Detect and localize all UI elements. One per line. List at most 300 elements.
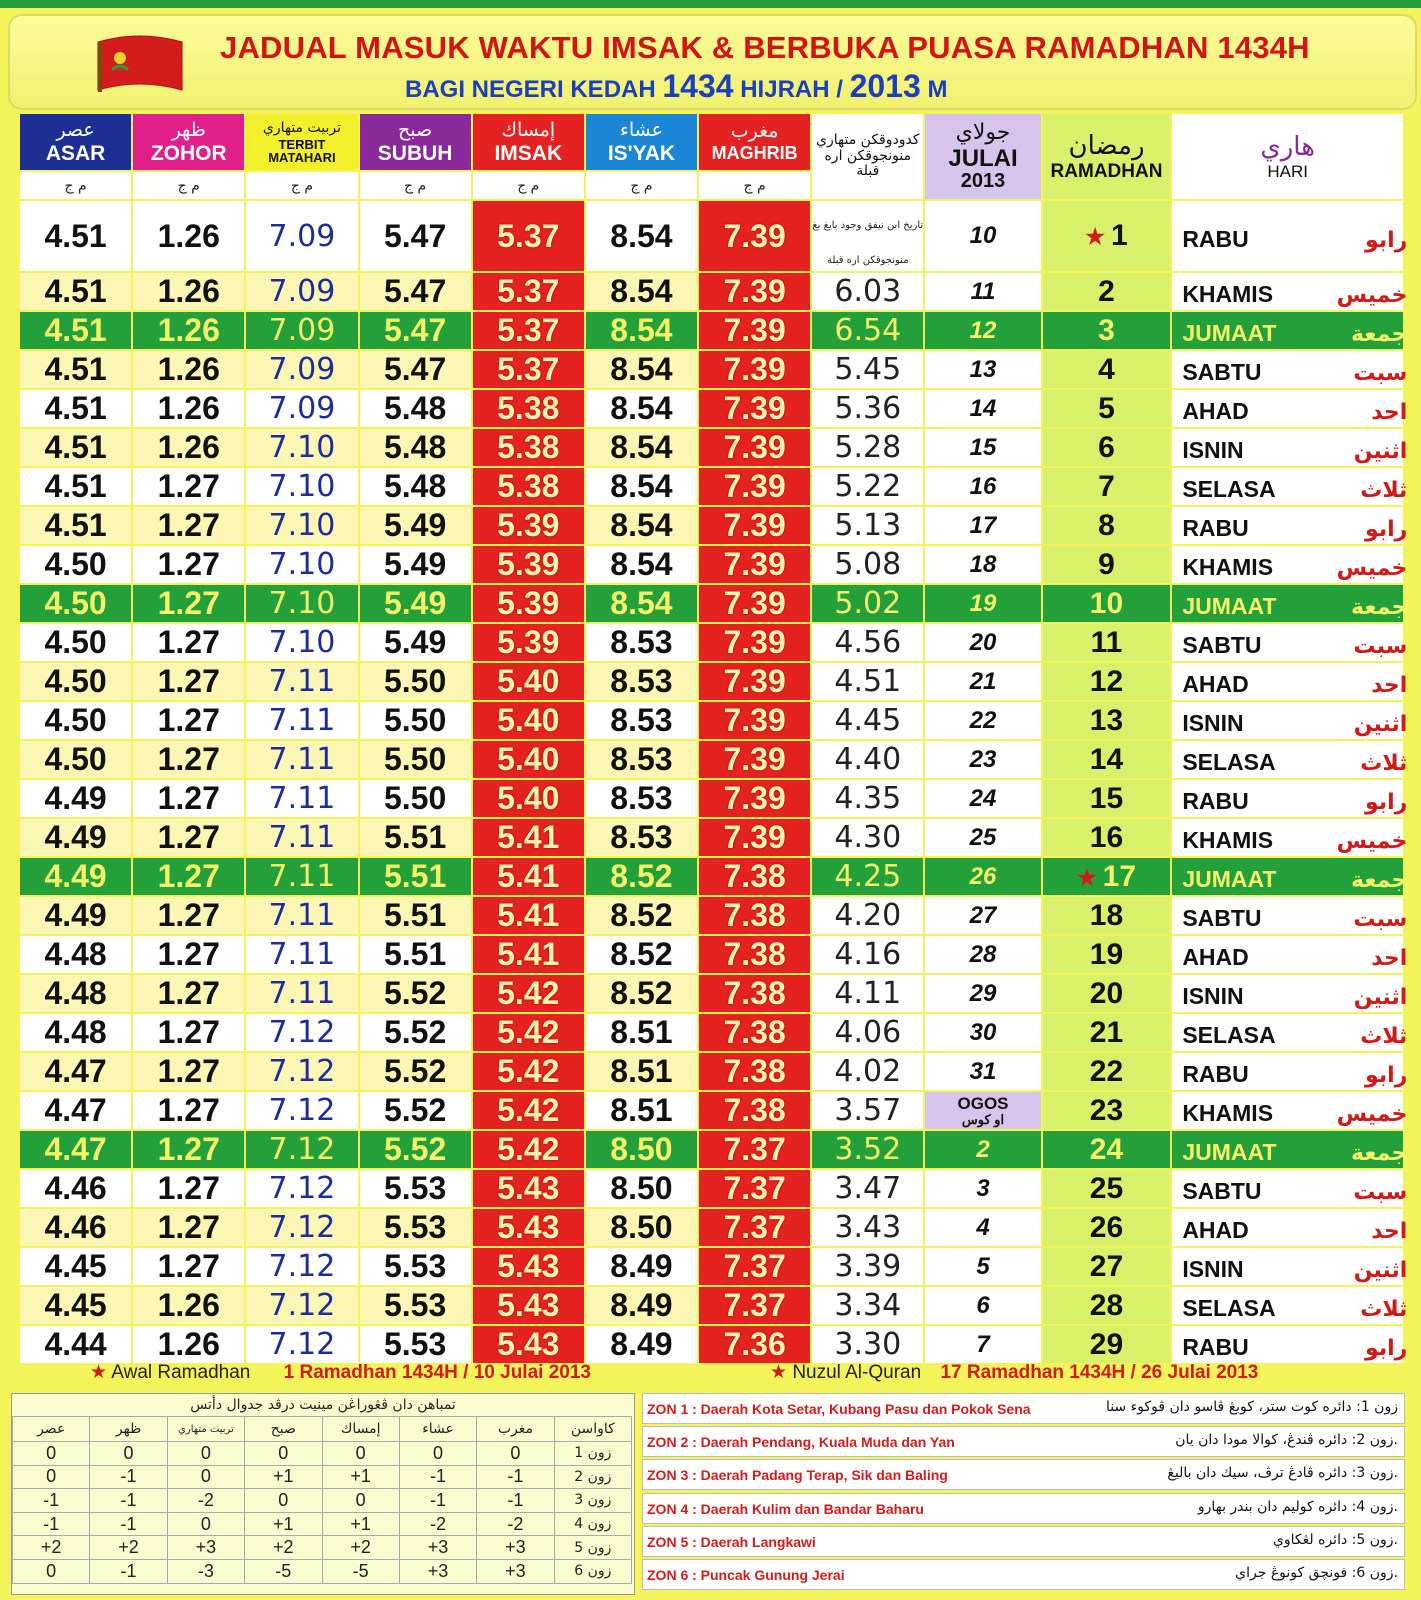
zone-item: [642, 1526, 1405, 1557]
cell-subuh: 5.48: [360, 390, 471, 427]
cell-isyak: 8.50: [586, 1131, 697, 1168]
cell-date-gregorian: 28: [925, 936, 1040, 973]
cell-date-ramadhan: [1043, 897, 1171, 934]
star-icon: ★: [1076, 864, 1097, 890]
cell-day-name: [1172, 1170, 1408, 1207]
zone-item: [642, 1493, 1405, 1524]
cell-date-ramadhan: [1043, 1326, 1171, 1363]
cell-isyak: 8.53: [586, 663, 697, 700]
cell-isyak: 8.49: [586, 1287, 697, 1324]
table-row: [20, 201, 1403, 271]
day-name-latin: KHAMIS: [1182, 1100, 1274, 1126]
cell-maghrib: 7.39: [699, 780, 810, 817]
table-row: [20, 1053, 1403, 1090]
cell-zohor: 1.27: [133, 975, 244, 1012]
cell-date-gregorian: [925, 1092, 1040, 1129]
kiblat-note: تاريخ ابن نيفق وجود بايغ بغ منونجوقكن اره قبلة: [812, 220, 924, 266]
cell-terbit: 7.11: [246, 858, 357, 895]
cell-kiblat-shadow: 6.54: [812, 312, 923, 349]
cell-date-gregorian: 13: [925, 351, 1040, 388]
cell-subuh: 5.49: [360, 585, 471, 622]
cell-day-name: [1172, 702, 1408, 739]
day-name-jawi: اثنين: [1353, 712, 1408, 737]
cell-isyak: 8.52: [586, 858, 697, 895]
day-name-latin: AHAD: [1182, 1217, 1249, 1243]
cell-imsak: 5.38: [473, 429, 584, 466]
cell-terbit: 7.12: [246, 1248, 357, 1285]
cell-imsak: 5.43: [473, 1248, 584, 1285]
zone-label: ZON 5 : Daerah Langkawi: [647, 1533, 816, 1550]
day-name-latin: AHAD: [1182, 671, 1249, 697]
cell-subuh: 5.53: [360, 1209, 471, 1246]
day-name-jawi: رابو: [1365, 1336, 1408, 1361]
cell-imsak: 5.40: [473, 663, 584, 700]
sub-label: م ج: [360, 172, 471, 199]
cell-kiblat-shadow: 4.11: [812, 975, 923, 1012]
cell-asar: 4.51: [20, 390, 131, 427]
cell-isyak: 8.52: [586, 975, 697, 1012]
cell-date-gregorian: 2: [925, 1131, 1040, 1168]
cell-asar: 4.50: [20, 741, 131, 778]
cell-terbit: 7.11: [246, 780, 357, 817]
sub-label: م ج: [246, 172, 357, 199]
cell-asar: 4.51: [20, 312, 131, 349]
adjustment-value: -1: [90, 1512, 167, 1536]
cell-imsak: 5.39: [473, 624, 584, 661]
col-hari: هاري HARI: [1172, 114, 1403, 199]
table-row: [20, 819, 1403, 856]
note-awal-ramadhan: ★ Awal Ramadhan 1 Ramadhan 1434H / 10 Julai 2013: [90, 1362, 591, 1383]
col-julai: جولاي JULAI 2013: [925, 114, 1040, 199]
col-zohor: ظهر ZOHOR: [133, 114, 244, 170]
adjustment-value: -1: [90, 1559, 167, 1583]
cell-isyak: 8.51: [586, 1092, 697, 1129]
cell-date-gregorian: 23: [925, 741, 1040, 778]
zone-label: ZON 4 : Daerah Kulim dan Bandar Baharu: [647, 1500, 924, 1517]
cell-imsak: 5.37: [473, 201, 584, 271]
cell-zohor: 1.27: [133, 897, 244, 934]
day-name-latin: SELASA: [1182, 1295, 1276, 1321]
day-name-jawi: رابو: [1365, 790, 1408, 815]
cell-kiblat-shadow: 3.47: [812, 1170, 923, 1207]
adjustment-zone: زون 2: [554, 1465, 631, 1489]
adjustment-value: -1: [90, 1489, 167, 1513]
day-name-jawi: احد: [1371, 1219, 1408, 1244]
table-row: [20, 429, 1403, 466]
table-row: [20, 780, 1403, 817]
day-name-latin: SABTU: [1182, 359, 1262, 385]
cell-zohor: 1.27: [133, 1170, 244, 1207]
cell-date-ramadhan: [1043, 312, 1171, 349]
cell-date-ramadhan: [1043, 1014, 1171, 1051]
kedah-flag-icon: [90, 32, 190, 94]
cell-asar: 4.45: [20, 1287, 131, 1324]
col-kdw: كدودوقكن متهاري منونجوقكن اره قبلة: [812, 114, 923, 199]
cell-imsak: 5.43: [473, 1287, 584, 1324]
col-maghrib: مغرب MAGHRIB: [699, 114, 810, 170]
cell-zohor: 1.27: [133, 507, 244, 544]
zone-label-jawi: زون 5: دائره لڠكاوي.: [1272, 1531, 1398, 1548]
cell-imsak: 5.43: [473, 1326, 584, 1363]
cell-maghrib: 7.38: [699, 1092, 810, 1129]
star-icon: ★: [90, 1362, 108, 1383]
adjustment-value: +3: [399, 1536, 476, 1560]
cell-subuh: 5.48: [360, 468, 471, 505]
cell-day-name: [1172, 741, 1408, 778]
cell-subuh: 5.50: [360, 702, 471, 739]
zone-list: [642, 1393, 1405, 1593]
cell-date-gregorian: 20: [925, 624, 1040, 661]
cell-subuh: 5.53: [360, 1170, 471, 1207]
col-ramadhan: رمضان RAMADHAN: [1043, 114, 1171, 199]
adjustment-value: 0: [322, 1489, 399, 1513]
cell-date-gregorian: 30: [925, 1014, 1040, 1051]
day-name-latin: JUMAAT: [1182, 320, 1277, 346]
cell-subuh: 5.52: [360, 1053, 471, 1090]
cell-day-name: [1172, 663, 1408, 700]
cell-date-ramadhan: [1043, 780, 1171, 817]
table-row: [20, 1209, 1403, 1246]
adjustment-value: +2: [13, 1536, 90, 1560]
cell-isyak: 8.53: [586, 741, 697, 778]
cell-kiblat-shadow: 4.25: [812, 858, 923, 895]
cell-terbit: 7.10: [246, 624, 357, 661]
day-name-latin: KHAMIS: [1182, 827, 1274, 853]
adjustment-value: -5: [322, 1559, 399, 1583]
cell-asar: 4.51: [20, 507, 131, 544]
cell-isyak: 8.53: [586, 624, 697, 661]
cell-maghrib: 7.39: [699, 663, 810, 700]
day-name-jawi: رابو: [1365, 517, 1408, 542]
cell-day-name: [1172, 975, 1408, 1012]
cell-isyak: 8.54: [586, 390, 697, 427]
day-name-jawi: جمعة: [1350, 868, 1408, 893]
cell-date-ramadhan: [1043, 546, 1171, 583]
cell-date-gregorian: 19: [925, 585, 1040, 622]
table-row: [20, 936, 1403, 973]
adjustment-value: 0: [13, 1465, 90, 1489]
cell-zohor: 1.27: [133, 1053, 244, 1090]
cell-date-gregorian: 15: [925, 429, 1040, 466]
cell-day-name: [1172, 1287, 1408, 1324]
cell-day-name: [1172, 312, 1408, 349]
day-name-jawi: جمعة: [1350, 1141, 1408, 1166]
cell-date-ramadhan: [1043, 429, 1171, 466]
zone-label: ZON 6 : Puncak Gunung Jerai: [647, 1566, 845, 1583]
cell-day-name: [1172, 819, 1408, 856]
cell-day-name: [1172, 1131, 1408, 1168]
cell-asar: 4.49: [20, 819, 131, 856]
cell-imsak: 5.40: [473, 741, 584, 778]
cell-terbit: 7.11: [246, 819, 357, 856]
day-name-latin: KHAMIS: [1182, 554, 1274, 580]
table-row: [20, 1326, 1403, 1363]
cell-day-name: [1172, 585, 1408, 622]
day-name-latin: SELASA: [1182, 476, 1276, 502]
cell-subuh: 5.50: [360, 741, 471, 778]
adjustment-value: +2: [322, 1536, 399, 1560]
cell-terbit: 7.11: [246, 975, 357, 1012]
cell-kiblat-shadow: 5.36: [812, 390, 923, 427]
cell-subuh: 5.50: [360, 780, 471, 817]
cell-imsak: 5.42: [473, 1092, 584, 1129]
cell-terbit: 7.12: [246, 1287, 357, 1324]
day-name-latin: SABTU: [1182, 632, 1262, 658]
cell-imsak: 5.38: [473, 468, 584, 505]
table-row: [20, 624, 1403, 661]
cell-kiblat-shadow: 3.34: [812, 1287, 923, 1324]
cell-asar: 4.50: [20, 624, 131, 661]
cell-subuh: 5.52: [360, 1014, 471, 1051]
cell-zohor: 1.27: [133, 1131, 244, 1168]
cell-day-name: [1172, 1209, 1408, 1246]
day-name-jawi: احد: [1371, 400, 1408, 425]
zone-label: ZON 1 : Daerah Kota Setar, Kubang Pasu dan Pokok Sena: [647, 1401, 1031, 1417]
day-name-latin: JUMAAT: [1182, 593, 1277, 619]
day-name-latin: AHAD: [1182, 944, 1249, 970]
cell-day-name: [1172, 351, 1408, 388]
cell-asar: 4.47: [20, 1092, 131, 1129]
adjustment-value: -3: [167, 1559, 244, 1583]
cell-terbit: 7.10: [246, 429, 357, 466]
adjustment-zone: زون 5: [554, 1536, 631, 1560]
day-name-latin: SELASA: [1182, 1022, 1276, 1048]
adjustment-table-box: [11, 1393, 635, 1595]
cell-date-ramadhan: [1043, 858, 1171, 895]
adjustment-value: 0: [167, 1512, 244, 1536]
adjustment-value: -2: [399, 1512, 476, 1536]
cell-isyak: 8.52: [586, 936, 697, 973]
cell-isyak: 8.49: [586, 1326, 697, 1363]
col-subuh: صبح SUBUH: [360, 114, 471, 170]
prayer-times-body: [20, 201, 1408, 1363]
cell-subuh: 5.51: [360, 858, 471, 895]
zone-item: [642, 1459, 1405, 1490]
cell-asar: 4.47: [20, 1131, 131, 1168]
cell-maghrib: 7.39: [699, 702, 810, 739]
ramadhan-day: 28: [1089, 1288, 1124, 1322]
ramadhan-day: 10: [1089, 586, 1124, 620]
cell-subuh: 5.51: [360, 936, 471, 973]
cell-subuh: 5.51: [360, 819, 471, 856]
cell-zohor: 1.27: [133, 741, 244, 778]
table-row: [20, 1014, 1403, 1051]
cell-date-ramadhan: [1043, 975, 1171, 1012]
adjustment-row: [13, 1489, 632, 1513]
cell-zohor: 1.27: [133, 1209, 244, 1246]
cell-day-name: [1172, 1248, 1408, 1285]
table-row: [20, 1248, 1403, 1285]
ramadhan-day: 2: [1098, 274, 1115, 308]
cell-imsak: 5.37: [473, 273, 584, 310]
table-row: [20, 468, 1403, 505]
day-name-jawi: سبت: [1353, 634, 1408, 659]
cell-isyak: 8.50: [586, 1170, 697, 1207]
page-title: JADUAL MASUK WAKTU IMSAK & BERBUKA PUASA RAMADHAN 1434H: [220, 30, 1310, 65]
table-row: [20, 390, 1403, 427]
day-name-jawi: رابو: [1365, 227, 1408, 253]
zone-label-jawi: زون 6: فونچق كونوڠ جراي.: [1235, 1564, 1398, 1581]
ramadhan-day: 24: [1089, 1132, 1124, 1166]
cell-date-ramadhan: [1043, 663, 1171, 700]
zone-item: [642, 1426, 1405, 1457]
cell-maghrib: 7.39: [699, 312, 810, 349]
cell-imsak: 5.41: [473, 858, 584, 895]
day-name-latin: JUMAAT: [1182, 866, 1277, 892]
zone-item: [642, 1559, 1405, 1590]
adjustment-value: -1: [477, 1489, 554, 1513]
cell-kiblat-shadow: 4.51: [812, 663, 923, 700]
adjustment-header: إمساك: [322, 1417, 399, 1442]
day-name-latin: RABU: [1182, 788, 1249, 814]
table-row: [20, 858, 1403, 895]
cell-isyak: 8.54: [586, 546, 697, 583]
cell-day-name: [1172, 858, 1408, 895]
adjustment-value: 0: [477, 1442, 554, 1466]
cell-asar: 4.48: [20, 936, 131, 973]
cell-imsak: 5.42: [473, 1131, 584, 1168]
adjustment-value: +3: [399, 1559, 476, 1583]
cell-asar: 4.49: [20, 780, 131, 817]
cell-date-gregorian: 29: [925, 975, 1040, 1012]
cell-zohor: 1.27: [133, 702, 244, 739]
adjustment-value: +2: [245, 1536, 322, 1560]
cell-terbit: 7.12: [246, 1053, 357, 1090]
cell-isyak: 8.54: [586, 351, 697, 388]
adjustment-value: -1: [13, 1512, 90, 1536]
cell-isyak: 8.54: [586, 585, 697, 622]
cell-imsak: 5.42: [473, 1014, 584, 1051]
cell-asar: 4.49: [20, 858, 131, 895]
cell-zohor: 1.27: [133, 819, 244, 856]
table-row: [20, 975, 1403, 1012]
day-name-latin: RABU: [1182, 1061, 1249, 1087]
adjustment-value: +1: [322, 1465, 399, 1489]
cell-kiblat-shadow: 4.02: [812, 1053, 923, 1090]
day-name-jawi: ثلاث: [1360, 1297, 1408, 1322]
cell-day-name: [1172, 273, 1408, 310]
cell-maghrib: 7.38: [699, 936, 810, 973]
cell-date-ramadhan: [1043, 741, 1171, 778]
header-banner: [8, 14, 1417, 110]
cell-terbit: 7.09: [246, 390, 357, 427]
day-name-latin: ISNIN: [1182, 437, 1244, 463]
cell-asar: 4.50: [20, 702, 131, 739]
cell-imsak: 5.42: [473, 1053, 584, 1090]
adjustment-value: 0: [167, 1465, 244, 1489]
adjustment-value: 0: [245, 1442, 322, 1466]
ramadhan-day: 29: [1089, 1327, 1124, 1361]
day-name-latin: JUMAAT: [1182, 1139, 1277, 1165]
star-icon: ★: [770, 1362, 788, 1383]
cell-asar: 4.50: [20, 585, 131, 622]
cell-isyak: 8.54: [586, 273, 697, 310]
cell-date-gregorian: 4: [925, 1209, 1040, 1246]
cell-zohor: 1.26: [133, 201, 244, 271]
cell-day-name: [1172, 546, 1408, 583]
ramadhan-day: 21: [1089, 1015, 1124, 1049]
day-name-jawi: احد: [1371, 673, 1408, 698]
adjustment-value: +3: [477, 1559, 554, 1583]
top-strip: [0, 0, 1421, 8]
cell-asar: 4.48: [20, 975, 131, 1012]
adjustment-value: +1: [245, 1512, 322, 1536]
cell-maghrib: 7.39: [699, 468, 810, 505]
adjustment-row: [13, 1559, 632, 1583]
cell-date-ramadhan: [1043, 702, 1171, 739]
day-name-jawi: خميس: [1336, 556, 1408, 581]
adjustment-value: -2: [167, 1489, 244, 1513]
cell-imsak: 5.39: [473, 585, 584, 622]
day-name-latin: AHAD: [1182, 398, 1249, 424]
cell-terbit: 7.12: [246, 1131, 357, 1168]
cell-terbit: 7.09: [246, 201, 357, 271]
cell-terbit: 7.12: [246, 1014, 357, 1051]
cell-isyak: 8.53: [586, 780, 697, 817]
adjustment-value: +1: [322, 1512, 399, 1536]
cell-maghrib: 7.38: [699, 1053, 810, 1090]
cell-kiblat-shadow: 4.56: [812, 624, 923, 661]
zone-label: ZON 3 : Daerah Padang Terap, Sik dan Baling: [647, 1467, 948, 1484]
day-name-latin: RABU: [1182, 225, 1249, 252]
cell-date-ramadhan: [1043, 1209, 1171, 1246]
cell-zohor: 1.27: [133, 468, 244, 505]
cell-maghrib: 7.37: [699, 1170, 810, 1207]
cell-kiblat-shadow: 5.45: [812, 351, 923, 388]
day-name-jawi: رابو: [1365, 1063, 1408, 1088]
cell-asar: 4.51: [20, 429, 131, 466]
cell-imsak: 5.43: [473, 1170, 584, 1207]
adjustment-header: عشاء: [399, 1417, 476, 1442]
cell-maghrib: 7.39: [699, 390, 810, 427]
table-row: [20, 351, 1403, 388]
cell-zohor: 1.27: [133, 585, 244, 622]
cell-date-ramadhan: [1043, 1287, 1171, 1324]
zone-label: ZON 2 : Daerah Pendang, Kuala Muda dan Yan: [647, 1434, 955, 1451]
ramadhan-day: 1: [1111, 219, 1128, 252]
cell-zohor: 1.27: [133, 546, 244, 583]
ramadhan-day: 9: [1098, 547, 1115, 581]
cell-date-gregorian: 16: [925, 468, 1040, 505]
cell-kiblat-shadow: 5.02: [812, 585, 923, 622]
cell-isyak: 8.53: [586, 819, 697, 856]
cell-isyak: 8.53: [586, 702, 697, 739]
cell-day-name: [1172, 1053, 1408, 1090]
cell-maghrib: 7.39: [699, 429, 810, 466]
month-label-ar: او كوس: [961, 1111, 1005, 1127]
cell-date-ramadhan: [1043, 507, 1171, 544]
cell-maghrib: 7.38: [699, 975, 810, 1012]
table-row: [20, 273, 1403, 310]
adjustment-header: عصر: [13, 1417, 90, 1442]
col-asar: عصر ASAR: [20, 114, 131, 170]
adjustment-header: مغرب: [477, 1417, 554, 1442]
table-row: [20, 1287, 1403, 1324]
adjustment-value: 0: [13, 1442, 90, 1466]
cell-day-name: [1172, 1092, 1408, 1129]
col-terbit: تربيت متهاري TERBIT MATAHARI: [246, 114, 357, 170]
cell-imsak: 5.41: [473, 819, 584, 856]
cell-terbit: 7.09: [246, 351, 357, 388]
cell-subuh: 5.49: [360, 507, 471, 544]
adjustment-value: +2: [90, 1536, 167, 1560]
adjustment-value: 0: [167, 1442, 244, 1466]
cell-isyak: 8.51: [586, 1014, 697, 1051]
adjustment-zone: زون 4: [554, 1512, 631, 1536]
day-name-latin: RABU: [1182, 515, 1249, 541]
cell-isyak: 8.49: [586, 1248, 697, 1285]
ramadhan-day: 13: [1089, 703, 1124, 737]
